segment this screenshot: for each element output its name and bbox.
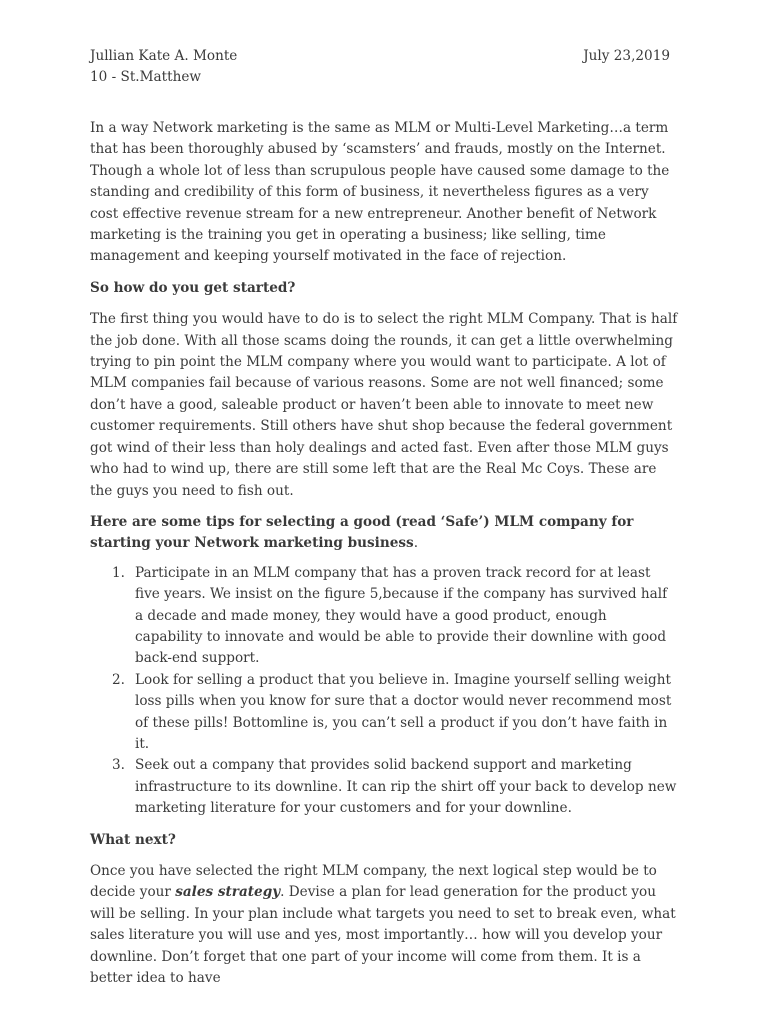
first-thing-paragraph: The first thing you would have to do is to select the right MLM Company. That is half the job done. With all those scams doing the rounds, it can get a little overwhelming trying to pin point the MLM company where you would want to participate. A lot of MLM companies fail because of various reasons. Some are not well financed; some don’t have a good, saleable product or haven’t been able to innovate to meet new customer requirements. Still others have shut shop because the federal government got wind of their less than holy dealings and acted fast. Even after those MLM guys who had to wind up, there are still some left that are the Real Mc Coys. These are the guys you need to fish out. [90, 311, 678, 499]
what-next-text-b: . Devise a plan for lead generation for the product you will be selling. In your plan include what targets you need to set to break even, what sales literature you will use and yes, most importantly… how will you develop your downline. Don’t forget that one part of your income will come from them. It is a better idea to have [90, 884, 676, 987]
list-item [112, 670, 678, 756]
tips-list [90, 563, 678, 820]
heading-tips [90, 512, 678, 555]
what-next-paragraph [90, 861, 678, 989]
list-item-text: Seek out a company that provides solid backend support and marketing infrastructure to its downline. It can rip the shirt off your back to develop new marketing literature for your customers and for your downline. [135, 757, 677, 817]
heading-what-next: What next? [90, 831, 176, 848]
list-number: 3. [112, 757, 125, 774]
document-page [90, 46, 678, 989]
list-item [112, 755, 678, 819]
list-number: 2. [112, 671, 125, 688]
heading-tips-period: . [413, 535, 419, 552]
list-item [112, 563, 678, 670]
class-section: 10 - St.Matthew [90, 69, 202, 85]
document-header [90, 46, 678, 67]
list-number: 1. [112, 564, 125, 581]
author-name: Jullian Kate A. Monte [90, 48, 238, 64]
list-item-text: Look for selling a product that you believe in. Imagine yourself selling weight loss pills when you know for sure that a doctor would never recommend most of these pills! Bottomline is, you can’t sell a product if you don’t have faith in it. [135, 671, 672, 752]
heading-tips-text: Here are some tips for selecting a good (read ‘Safe’) MLM company for starting your Network marketing business [90, 513, 634, 552]
sales-strategy-emphasis: sales strategy [175, 884, 281, 901]
heading-get-started: So how do you get started? [90, 279, 296, 296]
document-date: July 23,2019 [583, 48, 670, 64]
list-item-text: Participate in an MLM company that has a proven track record for at least five years. We insist on the figure 5,because if the company has survived half a decade and made money, they would have a good product, enough capability to innovate and would be able to provide their downline with good back-end support. [135, 564, 668, 667]
what-next-text-a: Once you have selected the right MLM company, the next logical step would be to decide your [90, 863, 657, 901]
intro-paragraph: In a way Network marketing is the same as MLM or Multi-Level Marketing…a term that has been thoroughly abused by ‘scamsters’ and frauds, mostly on the Internet. Though a whole lot of less than scrupulous people have caused some damage to the standing and credibility of this form of business, it nevertheless figures as a very cost effective revenue stream for a new entrepreneur. Another benefit of Network marketing is the training you get in operating a business; like selling, time management and keeping yourself motivated in the face of rejection. [90, 120, 670, 265]
